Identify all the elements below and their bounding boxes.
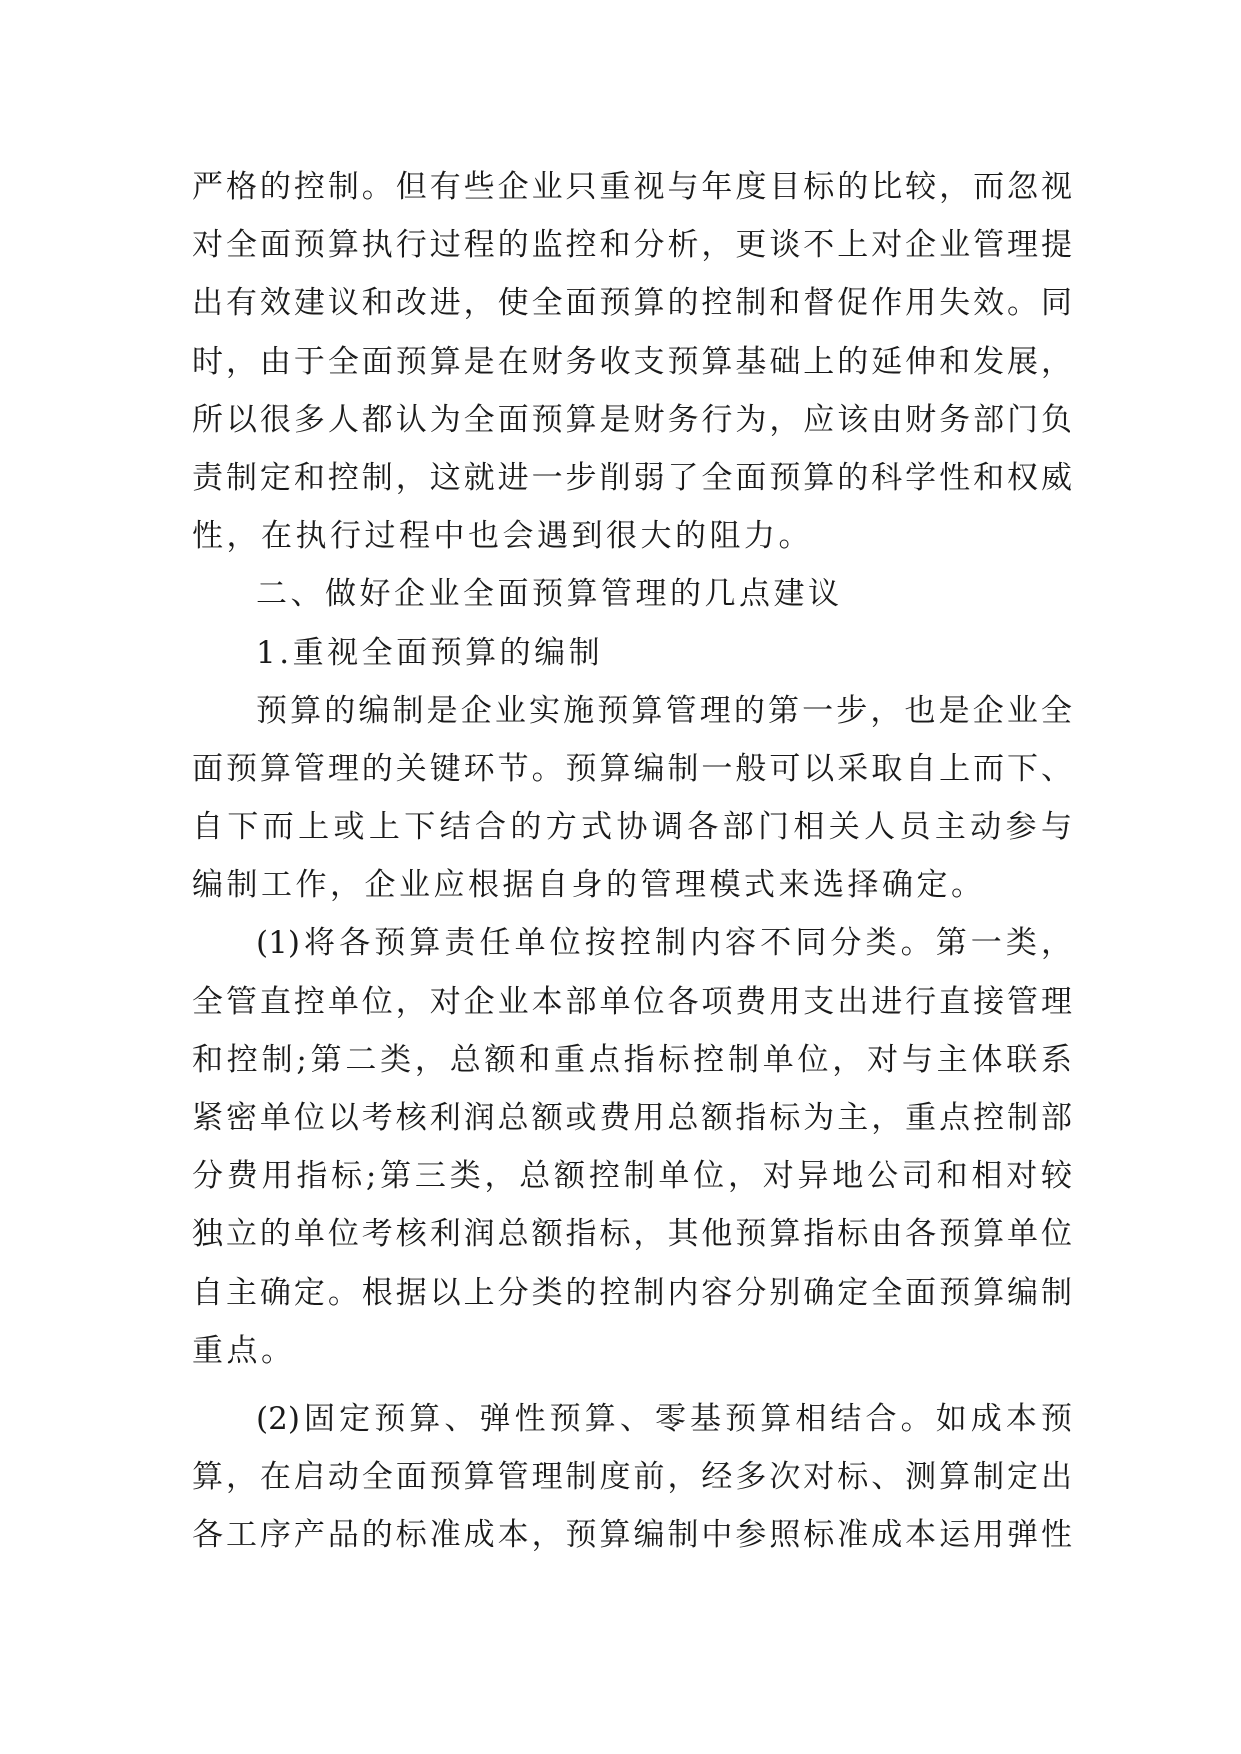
text-line: 紧密单位以考核利润总额或费用总额指标为主，重点控制部 xyxy=(192,1100,1072,1136)
text-line: 出有效建议和改进，使全面预算的控制和督促作用失效。同 xyxy=(192,285,1072,322)
text-line: 算，在启动全面预算管理制度前，经多次对标、测算制定出 xyxy=(192,1459,1072,1496)
text-line: 自下而上或上下结合的方式协调各部门相关人员主动参与 xyxy=(192,809,1072,846)
text-line: 编制工作，企业应根据自身的管理模式来选择确定。 xyxy=(192,867,986,904)
text-line: (2)固定预算、弹性预算、零基预算相结合。如成本预 xyxy=(256,1400,1072,1437)
text-line: 和控制;第二类，总额和重点指标控制单位，对与主体联系 xyxy=(192,1041,1072,1078)
text-line: 所以很多人都认为全面预算是财务行为，应该由财务部门负 xyxy=(192,401,1072,438)
text-line: 性，在执行过程中也会遇到很大的阻力。 xyxy=(192,518,813,555)
subsection-heading: 1.重视全面预算的编制 xyxy=(256,634,604,671)
body-text xyxy=(192,158,1072,1565)
text-line: 面预算管理的关键环节。预算编制一般可以采取自上而下、 xyxy=(192,750,1072,787)
text-line: 对全面预算执行过程的监控和分析，更谈不上对企业管理提 xyxy=(192,227,1072,264)
text-line: 重点。 xyxy=(192,1332,296,1369)
section-heading: 二、做好企业全面预算管理的几点建议 xyxy=(256,576,843,613)
text-line: 预算的编制是企业实施预算管理的第一步，也是企业全 xyxy=(256,692,1072,729)
paragraph-gap xyxy=(192,1380,1072,1390)
text-line: 全管直控单位，对企业本部单位各项费用支出进行直接管理 xyxy=(192,983,1072,1020)
text-line: 严格的控制。但有些企业只重视与年度目标的比较，而忽视 xyxy=(192,169,1072,205)
text-line: (1)将各预算责任单位按控制内容不同分类。第一类， xyxy=(256,925,1072,962)
text-line: 独立的单位考核利润总额指标，其他预算指标由各预算单位 xyxy=(192,1216,1072,1253)
text-line: 责制定和控制，这就进一步削弱了全面预算的科学性和权威 xyxy=(192,459,1072,496)
text-line: 分费用指标;第三类，总额控制单位，对异地公司和相对较 xyxy=(192,1158,1072,1195)
text-line: 各工序产品的标准成本，预算编制中参照标准成本运用弹性 xyxy=(192,1517,1072,1554)
text-line: 时，由于全面预算是在财务收支预算基础上的延伸和发展， xyxy=(192,343,1072,380)
text-line: 自主确定。根据以上分类的控制内容分别确定全面预算编制 xyxy=(192,1274,1072,1311)
